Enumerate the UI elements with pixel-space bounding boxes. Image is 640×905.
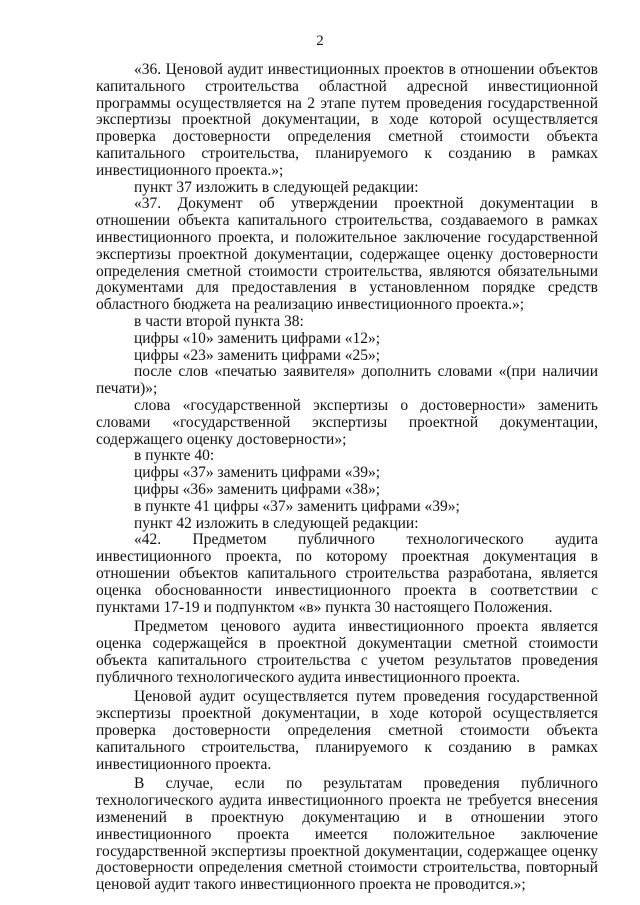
- paragraph-42: «42. Предметом публичного технологического аудита инвестиционного проекта, по которому проектная документация в отношении объектов капитального строительства разработана, является оценка обоснованности инвестиционного проекта в соответствии с пунктами 17-19 и подпунктом «в» пункта 30 настоящего Положения.: [96, 531, 598, 616]
- paragraph-amend-38-c: после слов «печатью заявителя» дополнить словами «(при наличии печати)»;: [96, 363, 598, 398]
- paragraph-amend-41: в пункте 41 цифры «37» заменить цифрами «39»;: [134, 497, 460, 515]
- paragraph-36: «36. Ценовой аудит инвестиционных проектов в отношении объектов капитального строительства областной адресной инвестиционной программы осуществляется на 2 этапе путем проведения государственной экспертизы проектной документации, в ходе которой осуществляется проверка достоверности определения сметной стоимости объекта капитального строительства, планируемого к созданию в рамках инвестиционного проекта.»;: [96, 61, 598, 179]
- paragraph-amend-38-d: слова «государственной экспертизы о достоверности» заменить словами «государственной экспертизы проектной документации, содержащего оценку достоверности»;: [96, 396, 598, 448]
- paragraph-42-price-audit-method: Ценовой аудит осуществляется путем проведения государственной экспертизы проектной документации, в ходе которой осуществляется проверка достоверности определения сметной стоимости объекта капитального строительства, планируемого к созданию в рамках инвестиционного проекта.: [96, 688, 598, 773]
- paragraph-amend-38-a: цифры «10» заменить цифрами «12»;: [134, 329, 381, 347]
- paragraph-amend-38-b: цифры «23» заменить цифрами «25»;: [134, 346, 381, 364]
- paragraph-amend-40-intro: в пункте 40:: [134, 447, 215, 465]
- paragraph-amend-40-a: цифры «37» заменить цифрами «39»;: [134, 464, 381, 482]
- paragraph-42-repeat-audit: В случае, если по результатам проведения публичного технологического аудита инвестиционного проекта не требуется внесения изменений в проектную документацию и в отношении этого инвестиционного проекта имеется положительное заключение государственной экспертизы проектной документации, содержащее оценку достоверности определения сметной стоимости строительства, повторный ценовой аудит такого инвестиционного проекта не проводится.»;: [96, 775, 598, 894]
- paragraph-37: «37. Документ об утверждении проектной документации в отношении объекта капитального строительства, создаваемого в рамках инвестиционного проекта, и положительное заключение государственной экспертизы проектной документации, содержащее оценку достоверности определения сметной стоимости строительства, являются обязательными документами для предоставления в установленном порядке средств областного бюджета на реализацию инвестиционного проекта.»;: [96, 195, 598, 314]
- paragraph-amend-42-intro: пункт 42 изложить в следующей редакции:: [134, 514, 419, 532]
- paragraph-amend-38-intro: в части второй пункта 38:: [134, 312, 304, 330]
- paragraph-amend-37-intro: пункт 37 изложить в следующей редакции:: [134, 178, 419, 196]
- paragraph-42-price-audit-subject: Предметом ценового аудита инвестиционного проекта является оценка содержащейся в проектной документации сметной стоимости объекта капитального строительства с учетом результатов проведения публичного технологического аудита инвестиционного проекта.: [96, 618, 598, 686]
- document-body: [96, 62, 598, 894]
- page-number: 2: [316, 33, 324, 49]
- paragraph-amend-40-b: цифры «36» заменить цифрами «38»;: [134, 480, 381, 498]
